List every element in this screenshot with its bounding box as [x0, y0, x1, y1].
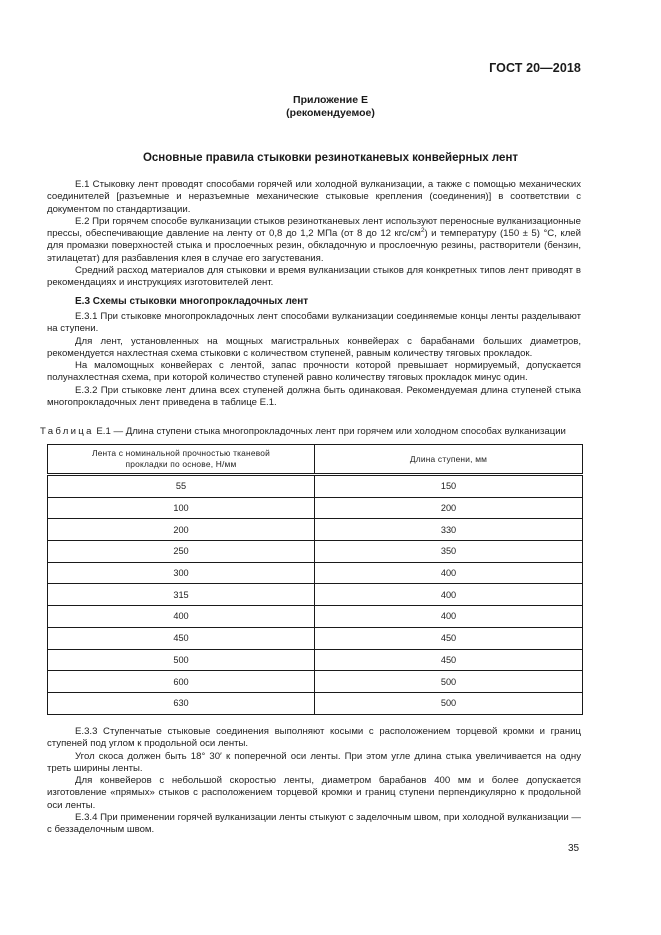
table-caption-prefix: Таблица — [40, 426, 94, 437]
table-row — [48, 475, 583, 498]
table-row — [48, 541, 583, 563]
step-length-table — [47, 444, 583, 715]
table-caption — [40, 426, 566, 437]
table-row — [48, 606, 583, 628]
cell-strength: 630 — [48, 692, 315, 714]
cell-length: 450 — [315, 649, 583, 671]
cell-strength: 100 — [48, 497, 315, 519]
cell-length: 450 — [315, 627, 583, 649]
appendix-status: (рекомендуемое) — [286, 107, 375, 119]
paragraph-e3-3: Е.3.3 Ступенчатые стыковые соединения выполняют косыми с расположением торцевой кромки и границ ступеней под углом к продольной оси ленты. — [47, 726, 581, 750]
header-strength: Лента с номинальной прочностью тканевой прокладки по основе, Н/мм — [48, 445, 315, 475]
cell-strength: 250 — [48, 541, 315, 563]
cell-length: 500 — [315, 671, 583, 693]
paragraph-e3-1: Е.3.1 При стыковке многопрокладочных лент способами вулканизации соединяемые концы ленты разделывают на ступени. — [47, 311, 581, 335]
paragraph-e1: Е.1 Стыковку лент проводят способами горячей или холодной вулканизации, а также с помощью механических соединителей [разъемные и неразъемные механические стыковые крепления (соединения)] в соответствии с документом по стандартизации. — [47, 179, 581, 215]
intro-section — [47, 179, 581, 290]
page-number: 35 — [568, 843, 580, 854]
table-row — [48, 671, 583, 693]
cell-length: 330 — [315, 519, 583, 541]
cell-length: 400 — [315, 562, 583, 584]
paragraph-e2: Е.2 При горячем способе вулканизации стыков резинотканевых лент используют переносные вулканизационные прессы, обеспечивающие давление на ленту от 0,8 до 1,2 МПа (от 8 до 12 кгс/$см^2$) и температуру (150 ± 5) °С, клей для промазки поверхностей стыка и прослоечных резин, обкладочную и прослоечную резины, растворители (бензин, этилацетат) для разбавления клея в случае его загустевания. — [47, 215, 581, 264]
cell-strength: 500 — [48, 649, 315, 671]
paragraph-straight-joints: Для конвейеров с небольшой скоростью ленты, диаметром барабанов 400 мм и более допускается изготовление «прямых» стыков с расположением торцевой кромки и границ ступени перпендикулярно к продольной оси ленты. — [47, 775, 581, 811]
table-row — [48, 649, 583, 671]
table-row — [48, 627, 583, 649]
cell-length: 400 — [315, 606, 583, 628]
appendix-label: Приложение Е — [293, 94, 368, 106]
cell-strength: 315 — [48, 584, 315, 606]
table-row — [48, 562, 583, 584]
table-row — [48, 692, 583, 714]
cell-strength: 55 — [48, 475, 315, 498]
cell-length: 400 — [315, 584, 583, 606]
table-row — [48, 584, 583, 606]
cell-strength: 450 — [48, 627, 315, 649]
paragraph-bevel-angle: Угол скоса должен быть 18° 30′ к поперечной оси ленты. При этом угле длина стыка увеличивается на одну треть ширины ленты. — [47, 750, 581, 774]
table-caption-text: Е.1 — Длина ступени стыка многопрокладочных лент при горячем или холодном способах вулканизации — [93, 426, 566, 437]
section-heading-e3: Е.3 Схемы стыковки многопрокладочных лент — [75, 296, 309, 307]
cell-strength: 300 — [48, 562, 315, 584]
section-e3-body — [47, 311, 581, 409]
paragraph-half-overlap-scheme: На маломощных конвейерах с лентой, запас прочности которой превышает нормируемый, допускается полунахлестная схема, при которой количество ступеней равно количеству тяговых прокладок минус один. — [47, 360, 581, 384]
appendix-title: Основные правила стыковки резинотканевых конвейерных лент — [142, 152, 519, 164]
table-row — [48, 497, 583, 519]
cell-strength: 400 — [48, 606, 315, 628]
paragraph-consumption: Средний расход материалов для стыковки и время вулканизации стыков для конкретных типов лент приводят в рекомендациях и инструкциях изготовителей лент. — [47, 265, 581, 289]
header-step-length: Длина ступени, мм — [315, 445, 583, 475]
post-table-section — [47, 726, 581, 837]
paragraph-overlap-scheme: Для лент, установленных на мощных магистральных конвейерах с барабанами больших диаметров, рекомендуется нахлестная схема стыковки с количеством ступеней, равным количеству тяговых прокладок. — [47, 335, 581, 359]
document-code: ГОСТ 20—2018 — [489, 61, 581, 75]
appendix-heading — [0, 94, 661, 120]
paragraph-e3-4: Е.3.4 При применении горячей вулканизации ленты стыкуют с заделочным швом, при холодной вулканизации — с беззаделочным швом. — [47, 812, 581, 836]
cell-length: 200 — [315, 497, 583, 519]
cell-strength: 200 — [48, 519, 315, 541]
cell-length: 500 — [315, 692, 583, 714]
cell-length: 150 — [315, 475, 583, 498]
cell-length: 350 — [315, 541, 583, 563]
table-row — [48, 519, 583, 541]
paragraph-e3-2: Е.3.2 При стыковке лент длина всех ступеней должна быть одинаковая. Рекомендуемая длина ступеней стыка многопрокладочных лент приведена в таблице Е.1. — [47, 384, 581, 409]
table-header-row — [48, 445, 583, 475]
cell-strength: 600 — [48, 671, 315, 693]
